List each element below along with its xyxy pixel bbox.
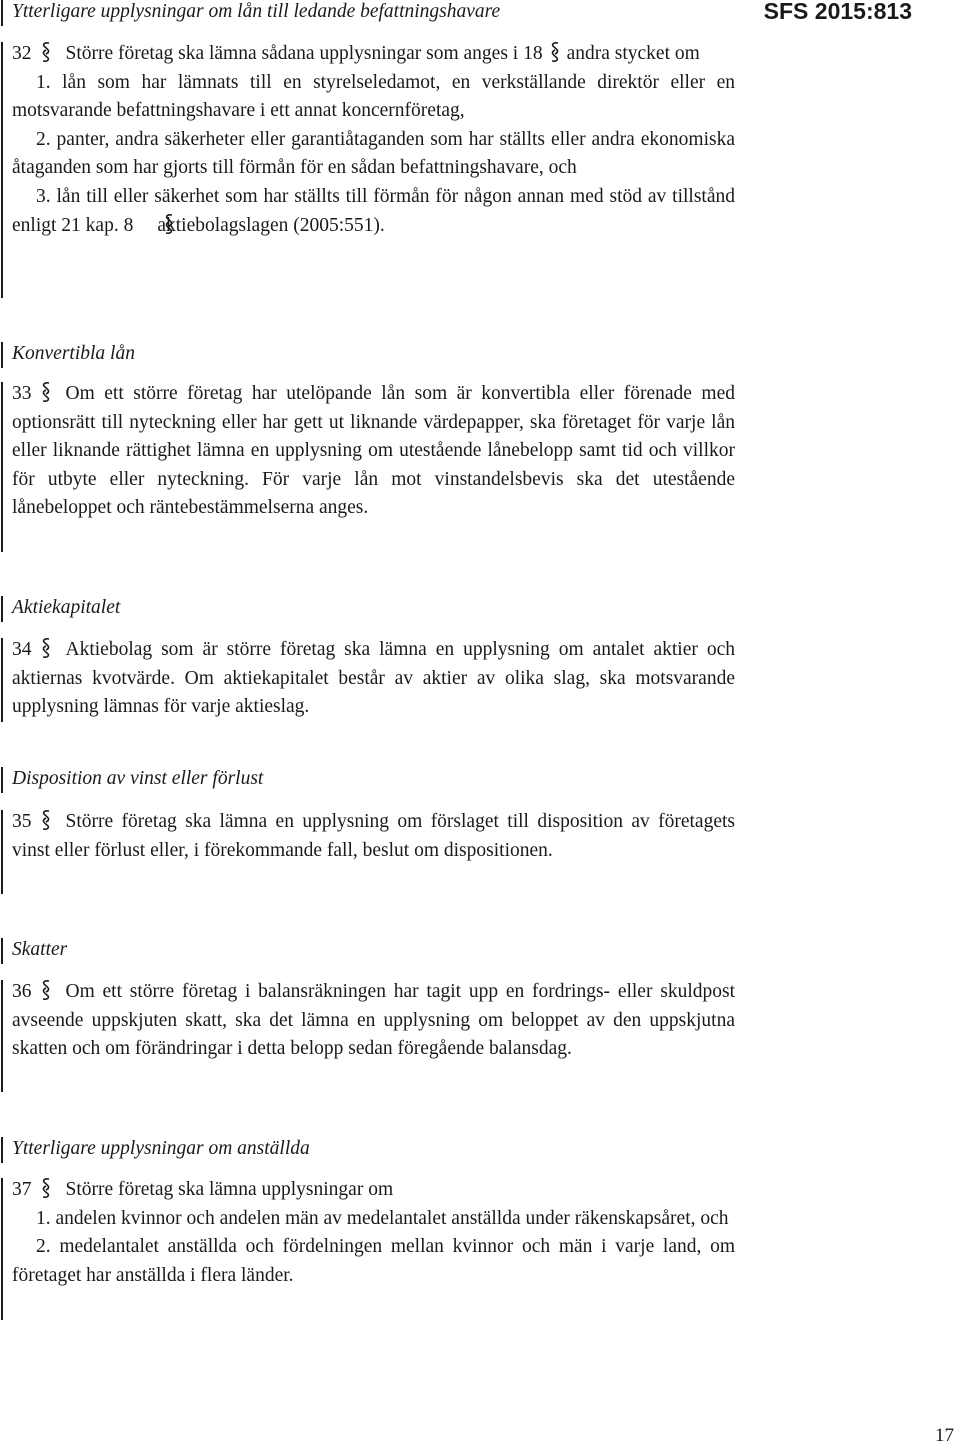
section-number: 33: [12, 383, 32, 404]
section-number: 37: [12, 1179, 32, 1200]
list-item: 2. medelantalet anställda och fördelningen mellan kvinnor och män i varje land, om företaget har anställda i flera länder.: [12, 1236, 735, 1286]
change-bar: [1, 0, 3, 26]
section-text: Aktiebolag som är större företag ska lämna en upplysning om antalet aktier och aktiernas kvotvärde. Om aktiekapitalet består av aktier av olika slag, ska motsvarande upplysning lämnas för varje aktieslag.: [12, 639, 735, 718]
section-33-body: [12, 380, 735, 523]
paragraph-sign-icon: [40, 979, 52, 1001]
section-number: 36: [12, 981, 32, 1002]
section-heading: Skatter: [12, 939, 68, 960]
section-heading: Disposition av vinst eller förlust: [12, 768, 264, 789]
section-text: Större företag ska lämna en upplysning om förslaget till disposition av företagets vinst eller förlust eller, i förekommande fall, beslut om dispositionen.: [12, 811, 735, 861]
list-item: 1. andelen kvinnor och andelen män av medelantalet anställda under räkenskapsåret, och: [36, 1207, 729, 1229]
paragraph-sign-icon: [40, 41, 52, 63]
change-bar: [1, 938, 3, 964]
section-heading: Konvertibla lån: [12, 343, 135, 364]
change-bar: [1, 1178, 3, 1320]
section-heading: Ytterligare upplysningar om lån till ledande befattningshavare: [12, 1, 501, 22]
change-bar: [1, 810, 3, 894]
list-item: 1. lån som har lämnats till en styrelseledamot, en verkställande direktör eller en motsvarande befattningshavare i ett annat koncernföretag,: [12, 71, 735, 122]
section-34-body: [12, 636, 735, 722]
section-number: 32: [12, 43, 32, 64]
list-item: [12, 183, 735, 240]
page-number: 17: [935, 1425, 954, 1446]
paragraph-sign-icon: [549, 41, 561, 63]
list-item: 2. panter, andra säkerheter eller garantiåtaganden som har ställts eller andra ekonomiska åtaganden som har gjorts till förmån för en sådan befattningshavare, och: [12, 128, 735, 179]
change-bar: [1, 767, 3, 793]
paragraph-sign-icon: [40, 637, 52, 659]
change-bar: [1, 342, 3, 368]
section-36-body: [12, 978, 735, 1064]
section-number: 34: [12, 639, 32, 660]
section-text: Om ett större företag i balansräkningen har tagit upp en fordrings- eller skuldpost avseende uppskjuten skatt, ska det lämna en upplysning om beloppet av den uppskjutna skatten och om förändringar i detta belopp sedan föregående balansdag.: [12, 981, 735, 1060]
sfs-number: SFS 2015:813: [763, 0, 912, 24]
paragraph-sign-icon: [139, 213, 151, 235]
change-bar: [1, 638, 3, 722]
change-bar: [1, 1137, 3, 1163]
paragraph-sign-icon: [40, 381, 52, 403]
paragraph-sign-icon: [40, 809, 52, 831]
section-text: Om ett större företag har utelöpande lån som är konvertibla eller förenade med optionsrätt till nyteckning eller har gett ut liknande värdepapper, ska företaget för varje lån eller liknande rättighet lämna en upplysning om utestående lånebelopp samt tid och villkor för utbyte eller nyteckning. För varje lån mot vinstandelsbevis ska det utestående lånebeloppet och räntebestämmelserna anges.: [12, 383, 735, 519]
section-lead: Större företag ska lämna sådana upplysningar som anges i 18: [65, 43, 543, 64]
change-bar: [1, 382, 3, 552]
section-number: 35: [12, 811, 32, 832]
section-lead-after: andra stycket om: [566, 43, 700, 64]
section-32-body: [12, 40, 735, 240]
change-bar: [1, 42, 3, 298]
change-bar: [1, 596, 3, 622]
section-heading: Aktiekapitalet: [12, 597, 121, 618]
paragraph-sign-icon: [40, 1177, 52, 1199]
section-37-body: [12, 1176, 735, 1290]
section-35-body: [12, 808, 735, 865]
section-heading: Ytterligare upplysningar om anställda: [12, 1138, 310, 1159]
change-bar: [1, 980, 3, 1092]
section-lead: Större företag ska lämna upplysningar om: [65, 1179, 394, 1200]
list-item-text: 3. lån till eller säkerhet som har ställts till förmån för någon annan med stöd av tillstånd enligt 21 kap. 8: [12, 185, 735, 236]
list-item-text-after: aktiebolagslagen (2005:551).: [157, 214, 385, 236]
